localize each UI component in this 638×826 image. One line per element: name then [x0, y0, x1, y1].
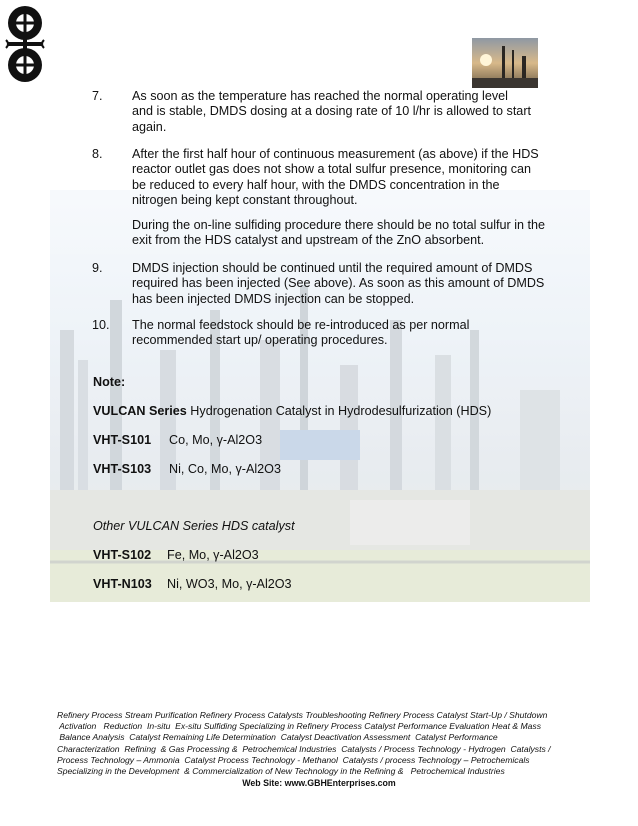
footer-line: Refinery Process Stream Purification Refinery Process Catalysts Troubleshooting Refinery Process Catalyst Start-Up / Shutdown: [57, 710, 548, 720]
item-number: 9.: [92, 261, 103, 275]
item-line: exit from the HDS catalyst and upstream of the ZnO absorbent.: [132, 233, 485, 248]
footer-line: Specializing in the Development & Commercialization of New Technology in the Refining & Petrochemical Industries: [57, 766, 505, 777]
series-description: Hydrogenation Catalyst in Hydrodesulfurization (HDS): [186, 404, 492, 418]
website-link[interactable]: Web Site: www.GBHEnterprises.com: [242, 778, 396, 788]
footer-line: Activation Reduction In-situ Ex-situ Sulfiding Specializing in Refinery Process Catalyst Performance Evaluation Heat & Mass: [57, 721, 542, 732]
company-logo: [4, 4, 46, 84]
item-line: has been injected DMDS injection can be stopped.: [132, 291, 415, 306]
item-number: 10.: [92, 318, 110, 332]
item-line: As soon as the temperature has reached the normal operating level: [132, 89, 508, 103]
footer-line: Characterization Refining & Gas Processing & Petrochemical Industries Catalysts / Process Technology - Hydrogen Catalysts /: [57, 743, 551, 754]
catalyst-composition: Ni, Co, Mo, γ-Al2O3: [169, 462, 281, 476]
catalyst-composition: Co, Mo, γ-Al2O3: [169, 433, 263, 447]
catalyst-code: VHT-S102: [93, 548, 152, 562]
refinery-background-image: [50, 190, 590, 602]
catalyst-composition: Fe, Mo, γ-Al2O3: [167, 548, 259, 562]
item-number: 7.: [92, 89, 103, 103]
item-line: again.: [132, 119, 167, 134]
item-line: and is stable, DMDS dosing at a dosing rate of 10 l/hr is allowed to start: [132, 104, 532, 119]
item-line: nitrogen being kept constant throughout.: [132, 193, 358, 208]
item-paragraph: [132, 261, 552, 307]
item-line: DMDS injection should be continued until the required amount of DMDS: [132, 261, 533, 275]
item-line: required has been injected (See above). As soon as this amount of DMDS: [132, 276, 545, 291]
item-line: During the on-line sulfiding procedure there should be no total sulfur in the: [132, 218, 546, 232]
item-paragraph: [132, 89, 552, 135]
item-paragraph: [132, 318, 552, 349]
other-catalyst-heading: Other VULCAN Series HDS catalyst: [93, 519, 295, 533]
item-paragraph: [132, 218, 552, 249]
footer-line: Balance Analysis Catalyst Remaining Life Determination Catalyst Deactivation Assessment Catalyst Performance: [57, 732, 498, 743]
item-number: 8.: [92, 147, 103, 161]
catalyst-code: VHT-S103: [93, 462, 152, 476]
catalyst-code: VHT-N103: [93, 577, 152, 591]
footer-line: Process Technology – Ammonia Catalyst Process Technology - Methanol Catalysts / process Technology – Petrochemicals: [57, 754, 530, 765]
item-line: recommended start up/ operating procedures.: [132, 333, 388, 348]
note-label: Note:: [93, 375, 126, 389]
refinery-sunset-photo: [472, 38, 538, 88]
item-line: The normal feedstock should be re-introduced as per normal: [132, 318, 470, 332]
item-line: reactor outlet gas does not show a total sulfur presence, monitoring can: [132, 162, 532, 177]
catalyst-code: VHT-S101: [93, 433, 152, 447]
item-line: After the first half hour of continuous measurement (as above) if the HDS: [132, 147, 539, 161]
item-line: be reduced to every half hour, with the DMDS concentration in the: [132, 177, 500, 192]
catalyst-composition: Ni, WO3, Mo, γ-Al2O3: [167, 577, 292, 591]
item-paragraph: [132, 147, 552, 209]
series-heading: [93, 404, 491, 418]
footer-services-text: [57, 710, 557, 777]
series-name: VULCAN Series: [93, 404, 187, 418]
